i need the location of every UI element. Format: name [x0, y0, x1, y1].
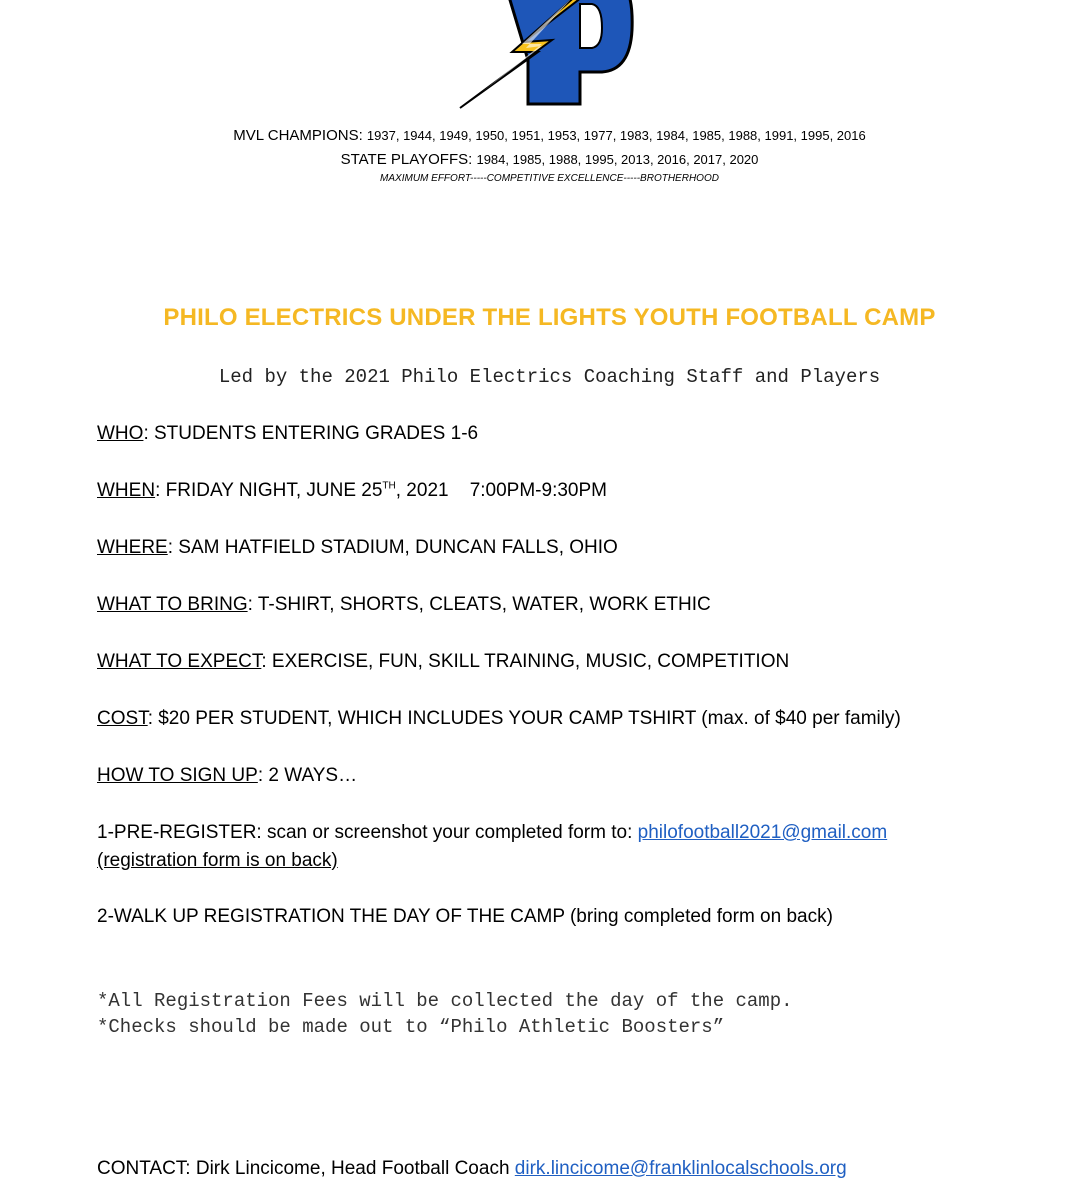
what-to-bring-label: WHAT TO BRING [97, 594, 248, 615]
contact-line [97, 1158, 847, 1180]
who-value: : STUDENTS ENTERING GRADES 1-6 [143, 423, 479, 444]
pre-register-note: (registration form is on back) [97, 850, 338, 871]
cost-value: : $20 PER STUDENT, WHICH INCLUDES YOUR CAMP TSHIRT (max. of $40 per family) [147, 708, 901, 729]
pre-register-text: 1-PRE-REGISTER: scan or screenshot your completed form to: [97, 822, 638, 843]
who-line [97, 423, 478, 445]
cost-label: COST [97, 708, 148, 729]
contact-text: CONTACT: Dirk Lincicome, Head Football Coach [97, 1158, 515, 1179]
where-line [97, 537, 618, 559]
state-playoffs-years: 1984, 1985, 1988, 1995, 2013, 2016, 2017, 2020 [476, 152, 759, 167]
where-value: : SAM HATFIELD STADIUM, DUNCAN FALLS, OHIO [167, 537, 618, 558]
mvl-champions-label: MVL CHAMPIONS: [233, 127, 363, 144]
what-to-bring-value: : T-SHIRT, SHORTS, CLEATS, WATER, WORK ETHIC [247, 594, 711, 615]
pre-register-line [97, 822, 887, 844]
how-to-sign-up-line [97, 765, 357, 787]
mvl-champions-line [17, 127, 1065, 144]
mvl-champions-years: 1937, 1944, 1949, 1950, 1951, 1953, 1977, 1983, 1984, 1985, 1988, 1991, 1995, 2016 [366, 128, 866, 143]
where-label: WHERE [97, 537, 168, 558]
cost-line [97, 708, 901, 730]
what-to-bring-line [97, 594, 711, 616]
what-to-expect-line [97, 651, 789, 673]
state-playoffs-label: STATE PLAYOFFS: [340, 151, 473, 168]
checks-note: *Checks should be made out to “Philo Athletic Boosters” [97, 1016, 725, 1038]
when-date-suffix: TH [382, 480, 396, 492]
what-to-expect-value: : EXERCISE, FUN, SKILL TRAINING, MUSIC, COMPETITION [261, 651, 790, 672]
state-playoffs-line [17, 151, 1065, 168]
team-motto: MAXIMUM EFFORT-----COMPETITIVE EXCELLENCE-----BROTHERHOOD [380, 173, 719, 184]
when-value-date: : FRIDAY NIGHT, JUNE 25 [155, 480, 383, 501]
walk-up-registration-line: 2-WALK UP REGISTRATION THE DAY OF THE CAMP (bring completed form on back) [97, 906, 833, 927]
when-value-time: , 2021 7:00PM-9:30PM [395, 480, 607, 501]
fees-note: *All Registration Fees will be collected the day of the camp. [97, 990, 793, 1012]
pre-register-email-link[interactable]: philofootball2021@gmail.com [637, 822, 888, 843]
how-to-sign-up-value: : 2 WAYS… [257, 765, 358, 786]
philo-p-lightning-logo [452, 0, 638, 112]
who-label: WHO [97, 423, 144, 444]
how-to-sign-up-label: HOW TO SIGN UP [97, 765, 258, 786]
when-label: WHEN [97, 480, 156, 501]
contact-email-link[interactable]: dirk.lincicome@franklinlocalschools.org [514, 1158, 847, 1179]
when-line [97, 480, 607, 502]
camp-title: PHILO ELECTRICS UNDER THE LIGHTS YOUTH FOOTBALL CAMP [163, 304, 936, 331]
camp-subtitle: Led by the 2021 Philo Electrics Coaching Staff and Players [218, 366, 881, 388]
what-to-expect-label: WHAT TO EXPECT [97, 651, 262, 672]
